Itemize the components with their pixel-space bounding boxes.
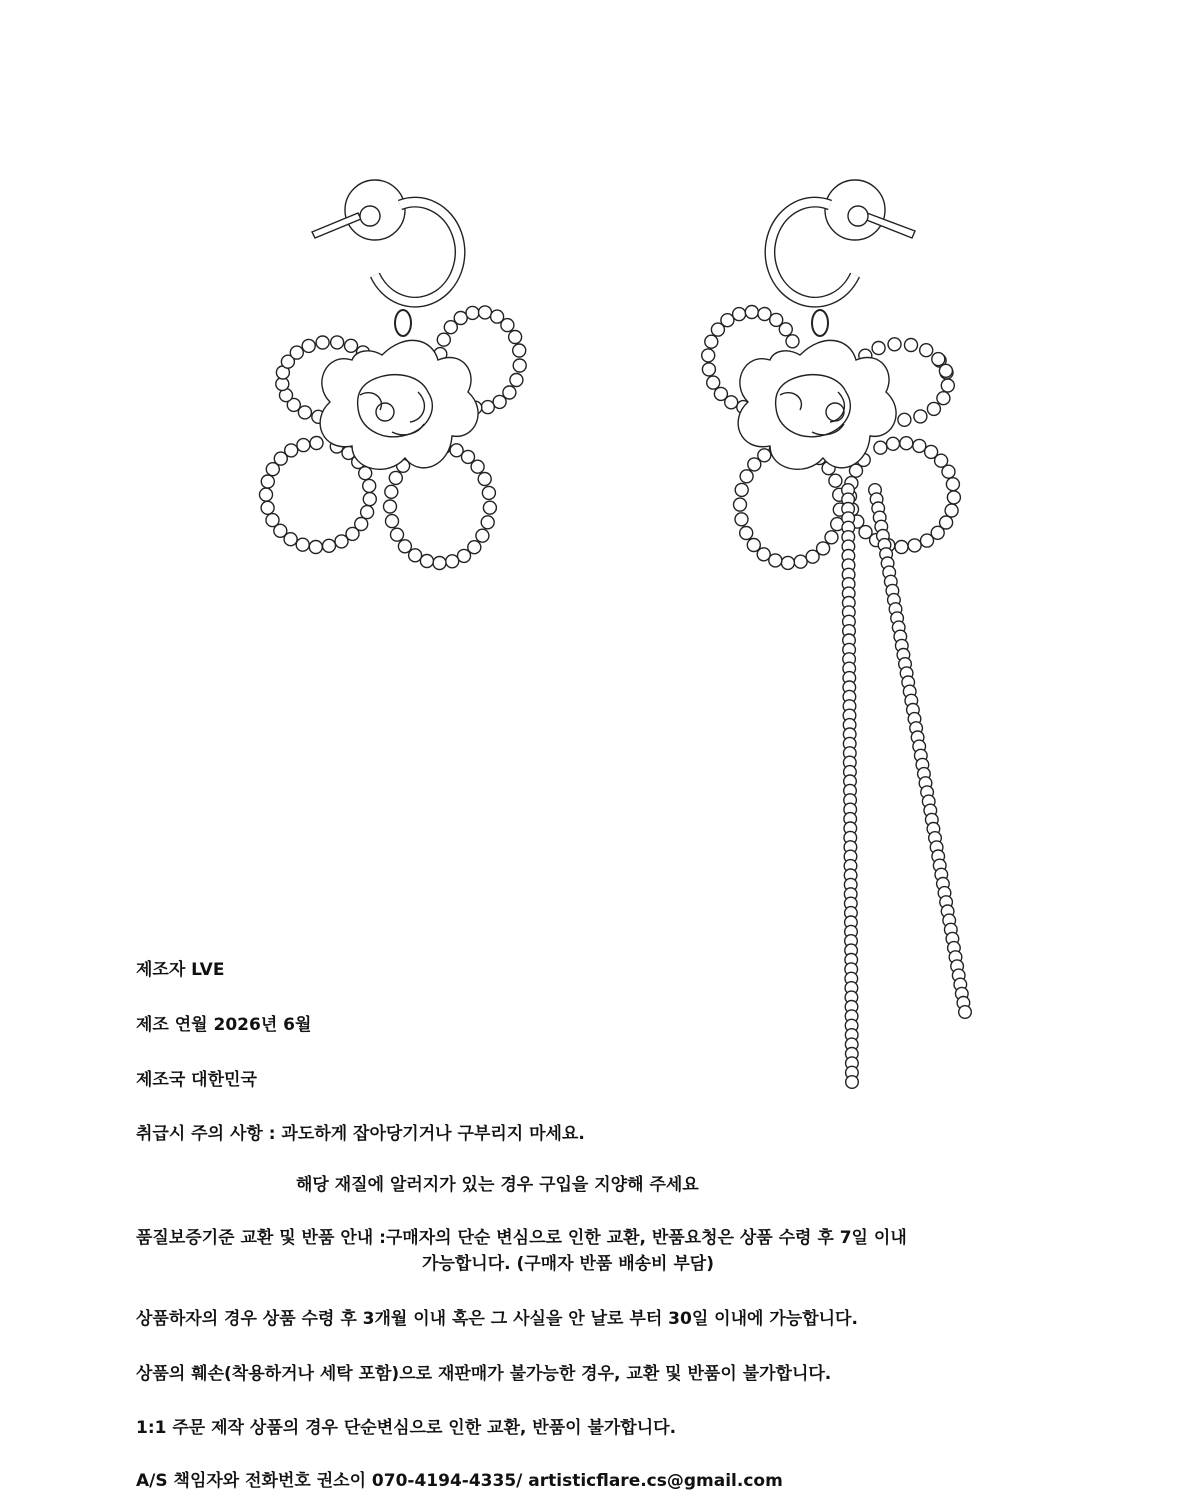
bead: [959, 1006, 972, 1019]
bead: [462, 450, 475, 463]
right-post-nut: [848, 206, 868, 226]
bead: [702, 349, 715, 362]
bead: [493, 395, 506, 408]
manufacture-date-text: 제조 연월 2026년 6월: [136, 1015, 312, 1035]
bead: [825, 531, 838, 544]
bead: [323, 539, 336, 552]
as-contact-text: A/S 책임자와 전화번호 권소이 070-4194-4335/ artisticflare.cs@gmail.com: [136, 1471, 783, 1491]
bead: [297, 439, 310, 452]
caution-text: 취급시 주의 사항 : 과도하게 잡아당기거나 구부리지 마세요.: [136, 1124, 585, 1144]
bead: [872, 342, 885, 355]
bead: [363, 493, 376, 506]
bead: [471, 460, 484, 473]
bead: [335, 535, 348, 548]
bead: [734, 498, 747, 511]
bead: [285, 444, 298, 457]
custom-order-policy-text: 1:1 주문 제작 상품의 경우 단순변심으로 인한 교환, 반품이 불가합니다.: [136, 1418, 677, 1438]
bead: [345, 339, 358, 352]
bead: [937, 392, 950, 405]
bead: [501, 319, 514, 332]
bead: [920, 344, 933, 357]
bead: [389, 471, 402, 484]
bead: [942, 465, 955, 478]
defect-policy-text: 상품하자의 경우 상품 수령 후 3개월 이내 혹은 그 사실을 안 날로 부터 30일 이내에 가능합니다.: [136, 1309, 858, 1329]
bead: [261, 501, 274, 514]
bead: [806, 550, 819, 563]
bead: [829, 474, 842, 487]
bead: [363, 479, 376, 492]
bead: [261, 475, 274, 488]
bead: [758, 308, 771, 321]
bead: [290, 346, 303, 359]
left-flower-pistil: [376, 403, 394, 421]
bead: [513, 359, 526, 372]
bead: [921, 534, 934, 547]
bead: [361, 506, 374, 519]
bead: [458, 549, 471, 562]
bead: [420, 555, 433, 568]
bead: [794, 555, 807, 568]
bead: [733, 308, 746, 321]
bead: [386, 515, 399, 528]
bead: [483, 501, 496, 514]
quality-guarantee-text: 품질보증기준 교환 및 반품 안내 :구매자의 단순 변심으로 인한 교환, 반품요청은 상품 수령 후 7일 이내: [136, 1228, 907, 1248]
bead: [914, 410, 927, 423]
bead: [433, 557, 446, 570]
bead: [714, 387, 727, 400]
bead: [769, 554, 782, 567]
right-earring: [702, 180, 972, 1088]
bead: [939, 364, 952, 377]
bead: [482, 486, 495, 499]
bead: [296, 538, 309, 551]
bead: [927, 402, 940, 415]
bead: [260, 488, 273, 501]
bead: [735, 483, 748, 496]
origin-text: 제조국 대한민국: [136, 1070, 257, 1090]
right-jump-ring: [812, 310, 828, 336]
bead: [481, 516, 494, 529]
bead: [302, 339, 315, 352]
bead: [513, 344, 526, 357]
bead: [310, 437, 323, 450]
bead: [905, 339, 918, 352]
left-jump-ring: [395, 310, 411, 336]
bead: [266, 514, 279, 527]
bead: [735, 513, 748, 526]
bead: [932, 353, 945, 366]
bead: [781, 556, 794, 569]
bead: [941, 379, 954, 392]
bead: [391, 528, 404, 541]
left-earring: [260, 180, 527, 570]
bead: [707, 376, 720, 389]
bead: [846, 1076, 859, 1089]
bead: [359, 467, 372, 480]
bead: [476, 529, 489, 542]
bead: [740, 470, 753, 483]
bead: [309, 541, 322, 554]
bead: [702, 363, 715, 376]
bead: [478, 473, 491, 486]
manufacturer-text: 제조자 LVE: [136, 960, 225, 980]
bead: [385, 485, 398, 498]
damage-policy-text: 상품의 훼손(착용하거나 세탁 포함)으로 재판매가 불가능한 경우, 교환 및 반품이 불가합니다.: [136, 1364, 832, 1384]
bead: [779, 323, 792, 336]
allergy-caution-text: 해당 재질에 알러지가 있는 경우 구입을 지양해 주세요: [296, 1175, 699, 1195]
bead: [316, 336, 329, 349]
bead: [454, 312, 467, 325]
bead: [747, 539, 760, 552]
bead: [446, 555, 459, 568]
bead: [721, 314, 734, 327]
bead: [895, 541, 908, 554]
bead: [900, 437, 913, 450]
quality-guarantee-text-continued: 가능합니다. (구매자 반품 배송비 부담): [422, 1254, 715, 1274]
bead: [745, 306, 758, 319]
right-flower-pistil: [826, 403, 844, 421]
bead: [437, 333, 450, 346]
bead: [887, 437, 900, 450]
bead: [898, 413, 911, 426]
bead: [888, 338, 901, 351]
bead: [479, 306, 492, 319]
bead: [946, 478, 959, 491]
bead: [786, 335, 799, 348]
bead: [705, 335, 718, 348]
bead: [398, 540, 411, 553]
bead: [874, 441, 887, 454]
bead: [509, 331, 522, 344]
bead: [384, 500, 397, 513]
left-post-nut: [360, 206, 380, 226]
bead: [740, 527, 753, 540]
bead: [908, 539, 921, 552]
bead: [913, 439, 926, 452]
bead: [945, 504, 958, 517]
bead: [947, 491, 960, 504]
bead: [331, 336, 344, 349]
bead: [510, 374, 523, 387]
bead: [466, 306, 479, 319]
bead: [481, 401, 494, 414]
